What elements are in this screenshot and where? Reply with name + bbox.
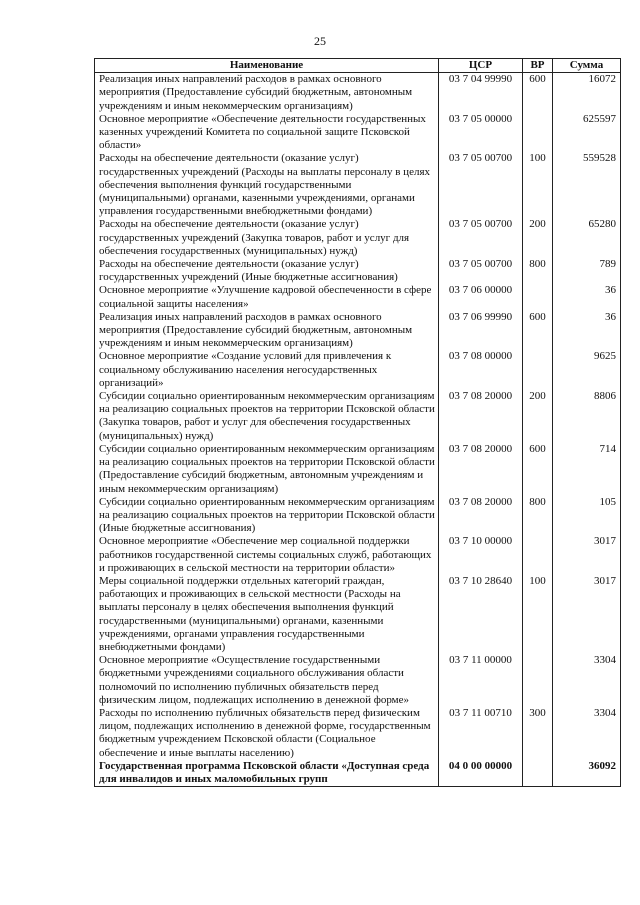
row-vr: 600 — [523, 73, 553, 113]
row-name: Основное мероприятие «Обеспечение мер социальной поддержки работников государственной системы социальных служб, работающих и проживающих в сельской местности на территории области» — [95, 535, 439, 575]
row-vr — [523, 654, 553, 707]
table-row — [95, 258, 621, 284]
row-name: Расходы на обеспечение деятельности (оказание услуг) государственных учреждений (Закупка товаров, работ и услуг для обеспечения государственных (муниципальных) нужд) — [95, 218, 439, 258]
table-row — [95, 496, 621, 536]
row-csr: 04 0 00 00000 — [439, 760, 523, 787]
row-csr: 03 7 10 00000 — [439, 535, 523, 575]
row-csr: 03 7 10 28640 — [439, 575, 523, 654]
table-row — [95, 707, 621, 760]
row-sum: 625597 — [553, 113, 621, 153]
page-number: 25 — [314, 34, 326, 48]
row-csr: 03 7 04 99990 — [439, 73, 523, 113]
row-sum: 3304 — [553, 707, 621, 760]
row-csr: 03 7 08 20000 — [439, 443, 523, 496]
row-vr — [523, 760, 553, 787]
row-vr: 100 — [523, 575, 553, 654]
row-vr — [523, 535, 553, 575]
row-sum: 36 — [553, 311, 621, 351]
table-row — [95, 443, 621, 496]
row-vr — [523, 113, 553, 153]
row-vr: 200 — [523, 218, 553, 258]
row-name: Субсидии социально ориентированным некоммерческим организациям на реализацию социальных проектов на территории Псковской области (Иные бюджетные ассигнования) — [95, 496, 439, 536]
row-name: Субсидии социально ориентированным некоммерческим организациям на реализацию социальных проектов на территории Псковской области (Предоставление субсидий бюджетным, автономным учреждениям и иным некоммерческим организациям) — [95, 443, 439, 496]
row-name: Реализация иных направлений расходов в рамках основного мероприятия (Предоставление субсидий бюджетным, автономным учреждениям и иным некоммерческим организациям) — [95, 73, 439, 113]
row-sum: 8806 — [553, 390, 621, 443]
row-sum: 789 — [553, 258, 621, 284]
row-name: Государственная программа Псковской области «Доступная среда для инвалидов и иных маломобильных групп — [95, 760, 439, 787]
row-vr: 600 — [523, 443, 553, 496]
row-csr: 03 7 06 00000 — [439, 284, 523, 310]
row-name: Основное мероприятие «Создание условий для привлечения к социальному обслуживанию населения негосударственных организаций» — [95, 350, 439, 390]
row-sum: 3304 — [553, 654, 621, 707]
row-sum: 9625 — [553, 350, 621, 390]
row-vr: 800 — [523, 496, 553, 536]
table-row — [95, 284, 621, 310]
table-row — [95, 311, 621, 351]
budget-table — [94, 58, 621, 787]
header-sum: Сумма — [553, 59, 621, 73]
row-name: Основное мероприятие «Обеспечение деятельности государственных казенных учреждений Комитета по социальной защите Псковской области» — [95, 113, 439, 153]
table-row — [95, 350, 621, 390]
table-row — [95, 390, 621, 443]
row-name: Основное мероприятие «Осуществление государственными бюджетными учреждениями социального обслуживания области полномочий по исполнению публичных обязательств перед физическим лицом, подлежащих исполнению в денежной форме» — [95, 654, 439, 707]
row-csr: 03 7 11 00710 — [439, 707, 523, 760]
row-sum: 65280 — [553, 218, 621, 258]
row-csr: 03 7 08 20000 — [439, 496, 523, 536]
row-name: Расходы на обеспечение деятельности (оказание услуг) государственных учреждений (Иные бюджетные ассигнования) — [95, 258, 439, 284]
row-csr: 03 7 05 00700 — [439, 218, 523, 258]
table-header-row — [95, 59, 621, 73]
row-csr: 03 7 08 00000 — [439, 350, 523, 390]
row-vr: 800 — [523, 258, 553, 284]
row-name: Расходы по исполнению публичных обязательств перед физическим лицом, подлежащих исполнению в денежной форме, государственным бюджетным учреждением Псковской области (Социальное обеспечение и иные выплаты населению) — [95, 707, 439, 760]
row-vr — [523, 284, 553, 310]
row-csr: 03 7 05 00700 — [439, 152, 523, 218]
row-sum: 559528 — [553, 152, 621, 218]
row-vr: 200 — [523, 390, 553, 443]
table-row — [95, 113, 621, 153]
row-csr: 03 7 05 00700 — [439, 258, 523, 284]
row-sum: 3017 — [553, 535, 621, 575]
row-name: Меры социальной поддержки отдельных категорий граждан, работающих и проживающих в сельской местности (Расходы на выплаты персоналу в целях обеспечения выполнения функций государственными (муниципальными) органами, казенными учреждениями, органами управления государственными внебюджетными фондами) — [95, 575, 439, 654]
table-row — [95, 535, 621, 575]
table-row — [95, 152, 621, 218]
row-sum: 36092 — [553, 760, 621, 787]
row-vr: 100 — [523, 152, 553, 218]
row-sum: 36 — [553, 284, 621, 310]
table-row — [95, 575, 621, 654]
table-row-program-total — [95, 760, 621, 787]
row-name: Основное мероприятие «Улучшение кадровой обеспеченности в сфере социальной защиты населения» — [95, 284, 439, 310]
table-row — [95, 654, 621, 707]
row-name: Реализация иных направлений расходов в рамках основного мероприятия (Предоставление субсидий бюджетным, автономным учреждениям и иным некоммерческим организациям) — [95, 311, 439, 351]
row-csr: 03 7 06 99990 — [439, 311, 523, 351]
row-name: Расходы на обеспечение деятельности (оказание услуг) государственных учреждений (Расходы на выплаты персоналу в целях обеспечения выполнения функций государственными (муниципальными) органами, казенными учреждениями, органами управления государственными внебюджетными фондами) — [95, 152, 439, 218]
table-row — [95, 73, 621, 113]
table-row — [95, 218, 621, 258]
row-csr: 03 7 05 00000 — [439, 113, 523, 153]
header-name: Наименование — [95, 59, 439, 73]
row-csr: 03 7 08 20000 — [439, 390, 523, 443]
row-name: Субсидии социально ориентированным некоммерческим организациям на реализацию социальных проектов на территории Псковской области (Закупка товаров, работ и услуг для обеспечения государственных (муниципальных) нужд) — [95, 390, 439, 443]
row-sum: 16072 — [553, 73, 621, 113]
row-sum: 105 — [553, 496, 621, 536]
header-csr: ЦСР — [439, 59, 523, 73]
header-vr: ВР — [523, 59, 553, 73]
row-sum: 3017 — [553, 575, 621, 654]
row-sum: 714 — [553, 443, 621, 496]
row-vr — [523, 350, 553, 390]
row-vr: 300 — [523, 707, 553, 760]
row-vr: 600 — [523, 311, 553, 351]
row-csr: 03 7 11 00000 — [439, 654, 523, 707]
